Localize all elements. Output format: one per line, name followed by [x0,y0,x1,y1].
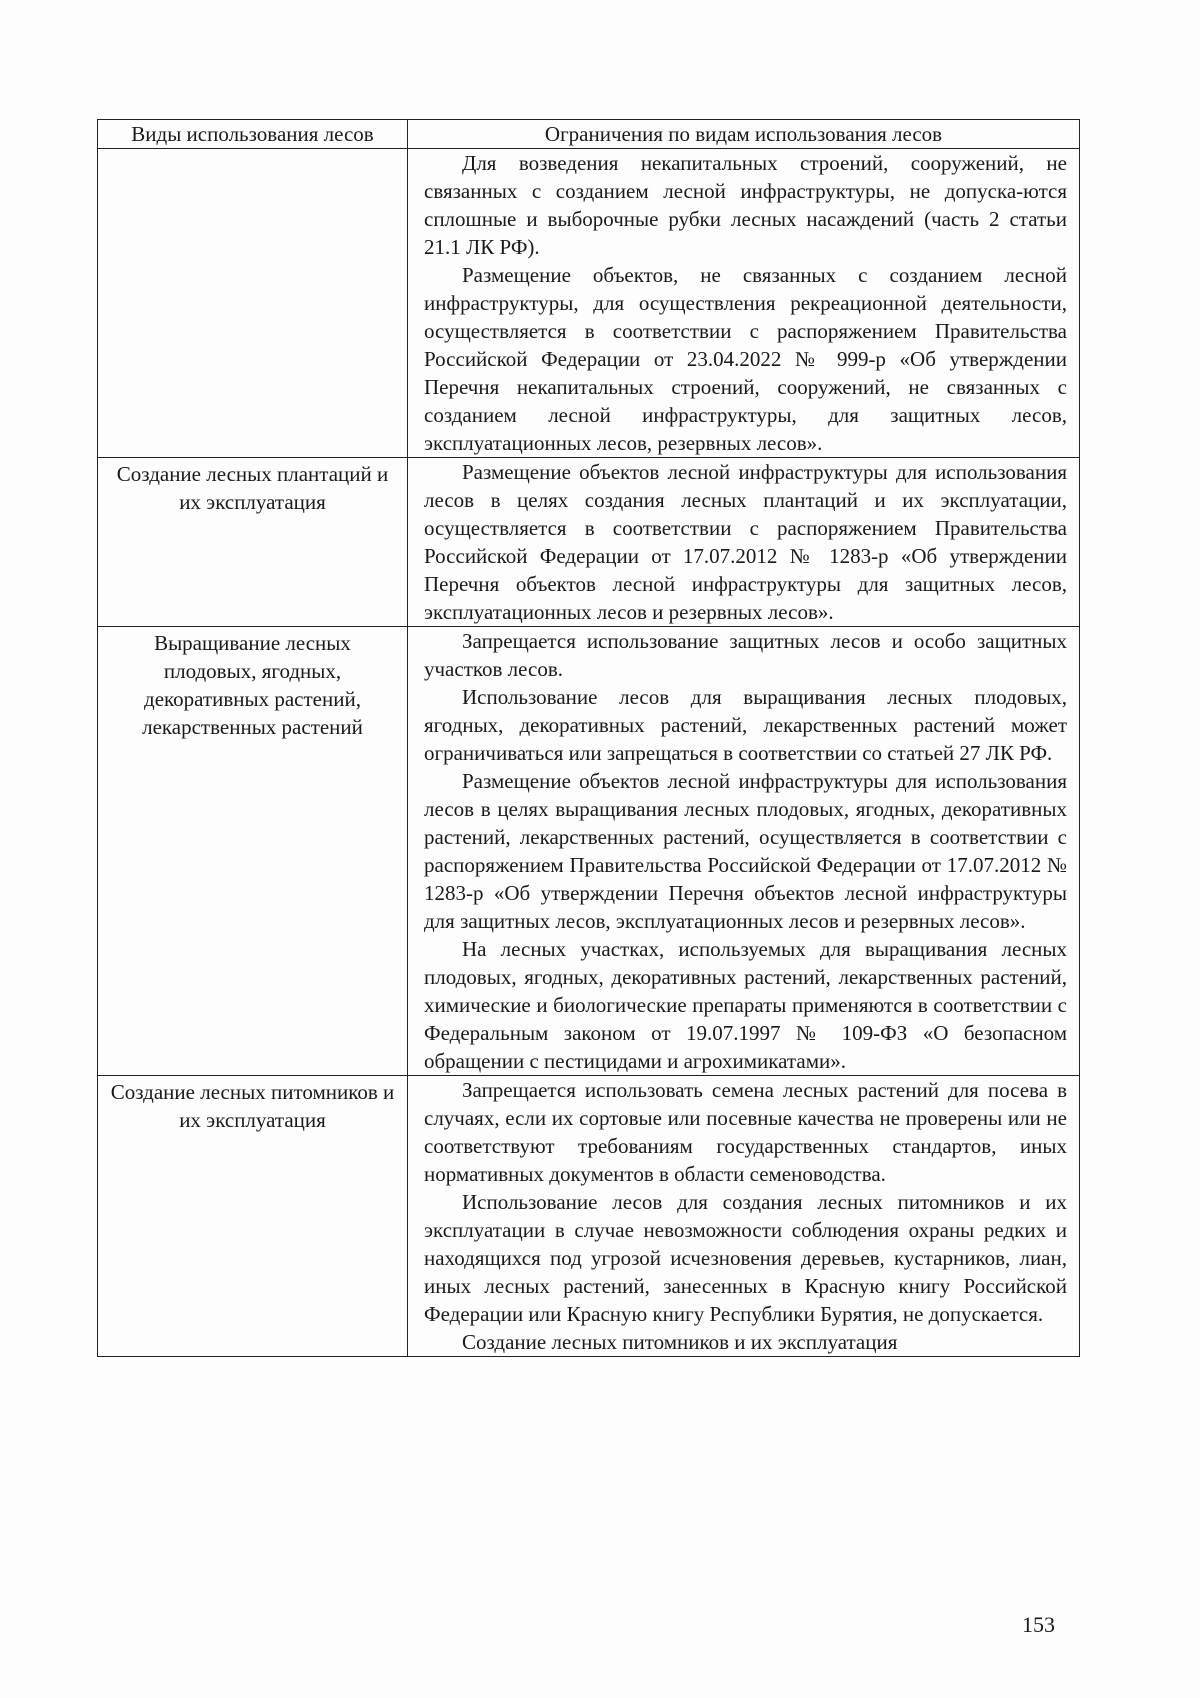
header-forest-use-types: Виды использования лесов [98,120,408,149]
table-row [98,627,1080,1076]
restrictions-cell [408,458,1080,627]
forest-use-restrictions-table [97,119,1080,1357]
table-row [98,149,1080,458]
forest-use-type-cell: Создание лесных питомников и их эксплуатация [98,1076,408,1357]
restrictions-cell [408,1076,1080,1357]
forest-use-type-cell: Создание лесных плантаций и их эксплуатация [98,458,408,627]
table-row [98,458,1080,627]
restrictions-cell [408,149,1080,458]
restriction-paragraph: Использование лесов для создания лесных питомников и их эксплуатации в случае невозможности соблюдения охраны редких и находящихся под угрозой исчезновения деревьев, кустарников, лиан, иных лесных растений, занесенных в Красную книгу Российской Федерации или Красную книгу Республики Бурятия, не допускается. [424,1190,1067,1326]
forest-use-type-cell: Выращивание лесных плодовых, ягодных, декоративных растений, лекарственных растений [98,627,408,1076]
restriction-paragraph: Запрещается использовать семена лесных растений для посева в случаях, если их сортовые или посевные качества не проверены или не соответствуют требованиям государственных стандартов, иных нормативных документов в области семеноводства. [424,1078,1067,1186]
restriction-paragraph: Размещение объектов лесной инфраструктуры для использования лесов в целях выращивания лесных плодовых, ягодных, декоративных растений, лекарственных растений, осуществляется в соответствии с распоряжением Правительства Российской Федерации от 17.07.2012 № 1283-р «Об утверждении Перечня объектов лесной инфраструктуры для защитных лесов, эксплуатационных лесов и резервных лесов». [424,769,1067,933]
restriction-paragraph: Для возведения некапитальных строений, сооружений, не связанных с созданием лесной инфраструктуры, не допуска-ются сплошные и выборочные рубки лесных насаждений (часть 2 статьи 21.1 ЛК РФ). [424,151,1067,259]
header-restrictions: Ограничения по видам использования лесов [408,120,1080,149]
restriction-paragraph: Размещение объектов лесной инфраструктуры для использования лесов в целях создания лесных плантаций и их эксплуатации, осуществляется в соответствии с распоряжением Правительства Российской Федерации от 17.07.2012 № 1283-р «Об утверждении Перечня объектов лесной инфраструктуры для защитных лесов, эксплуатационных лесов и резервных лесов». [424,460,1067,624]
page-number: 153 [1022,1612,1055,1637]
forest-use-type-cell [98,149,408,458]
restriction-paragraph: Создание лесных питомников и их эксплуатация [462,1330,898,1354]
table-header-row [98,120,1080,149]
restriction-paragraph: На лесных участках, используемых для выращивания лесных плодовых, ягодных, декоративных растений, лекарственных растений, химические и биологические препараты применяются в соответствии с Федеральным законом от 19.07.1997 № 109-ФЗ «О безопасном обращении с пестицидами и агрохимикатами». [424,937,1067,1073]
restriction-paragraph: Размещение объектов, не связанных с созданием лесной инфраструктуры, для осуществления рекреационной деятельности, осуществляется в соответствии с распоряжением Правительства Российской Федерации от 23.04.2022 № 999-р «Об утверждении Перечня некапитальных строений, сооружений, не связанных с созданием лесной инфраструктуры, для защитных лесов, эксплуатационных лесов, резервных лесов». [424,263,1067,455]
restriction-paragraph: Использование лесов для выращивания лесных плодовых, ягодных, декоративных растений, лекарственных растений может ограничиваться или запрещаться в соответствии со статьей 27 ЛК РФ. [424,685,1067,765]
restriction-paragraph: Запрещается использование защитных лесов и особо защитных участков лесов. [424,629,1067,681]
restrictions-cell [408,627,1080,1076]
table-row [98,1076,1080,1357]
